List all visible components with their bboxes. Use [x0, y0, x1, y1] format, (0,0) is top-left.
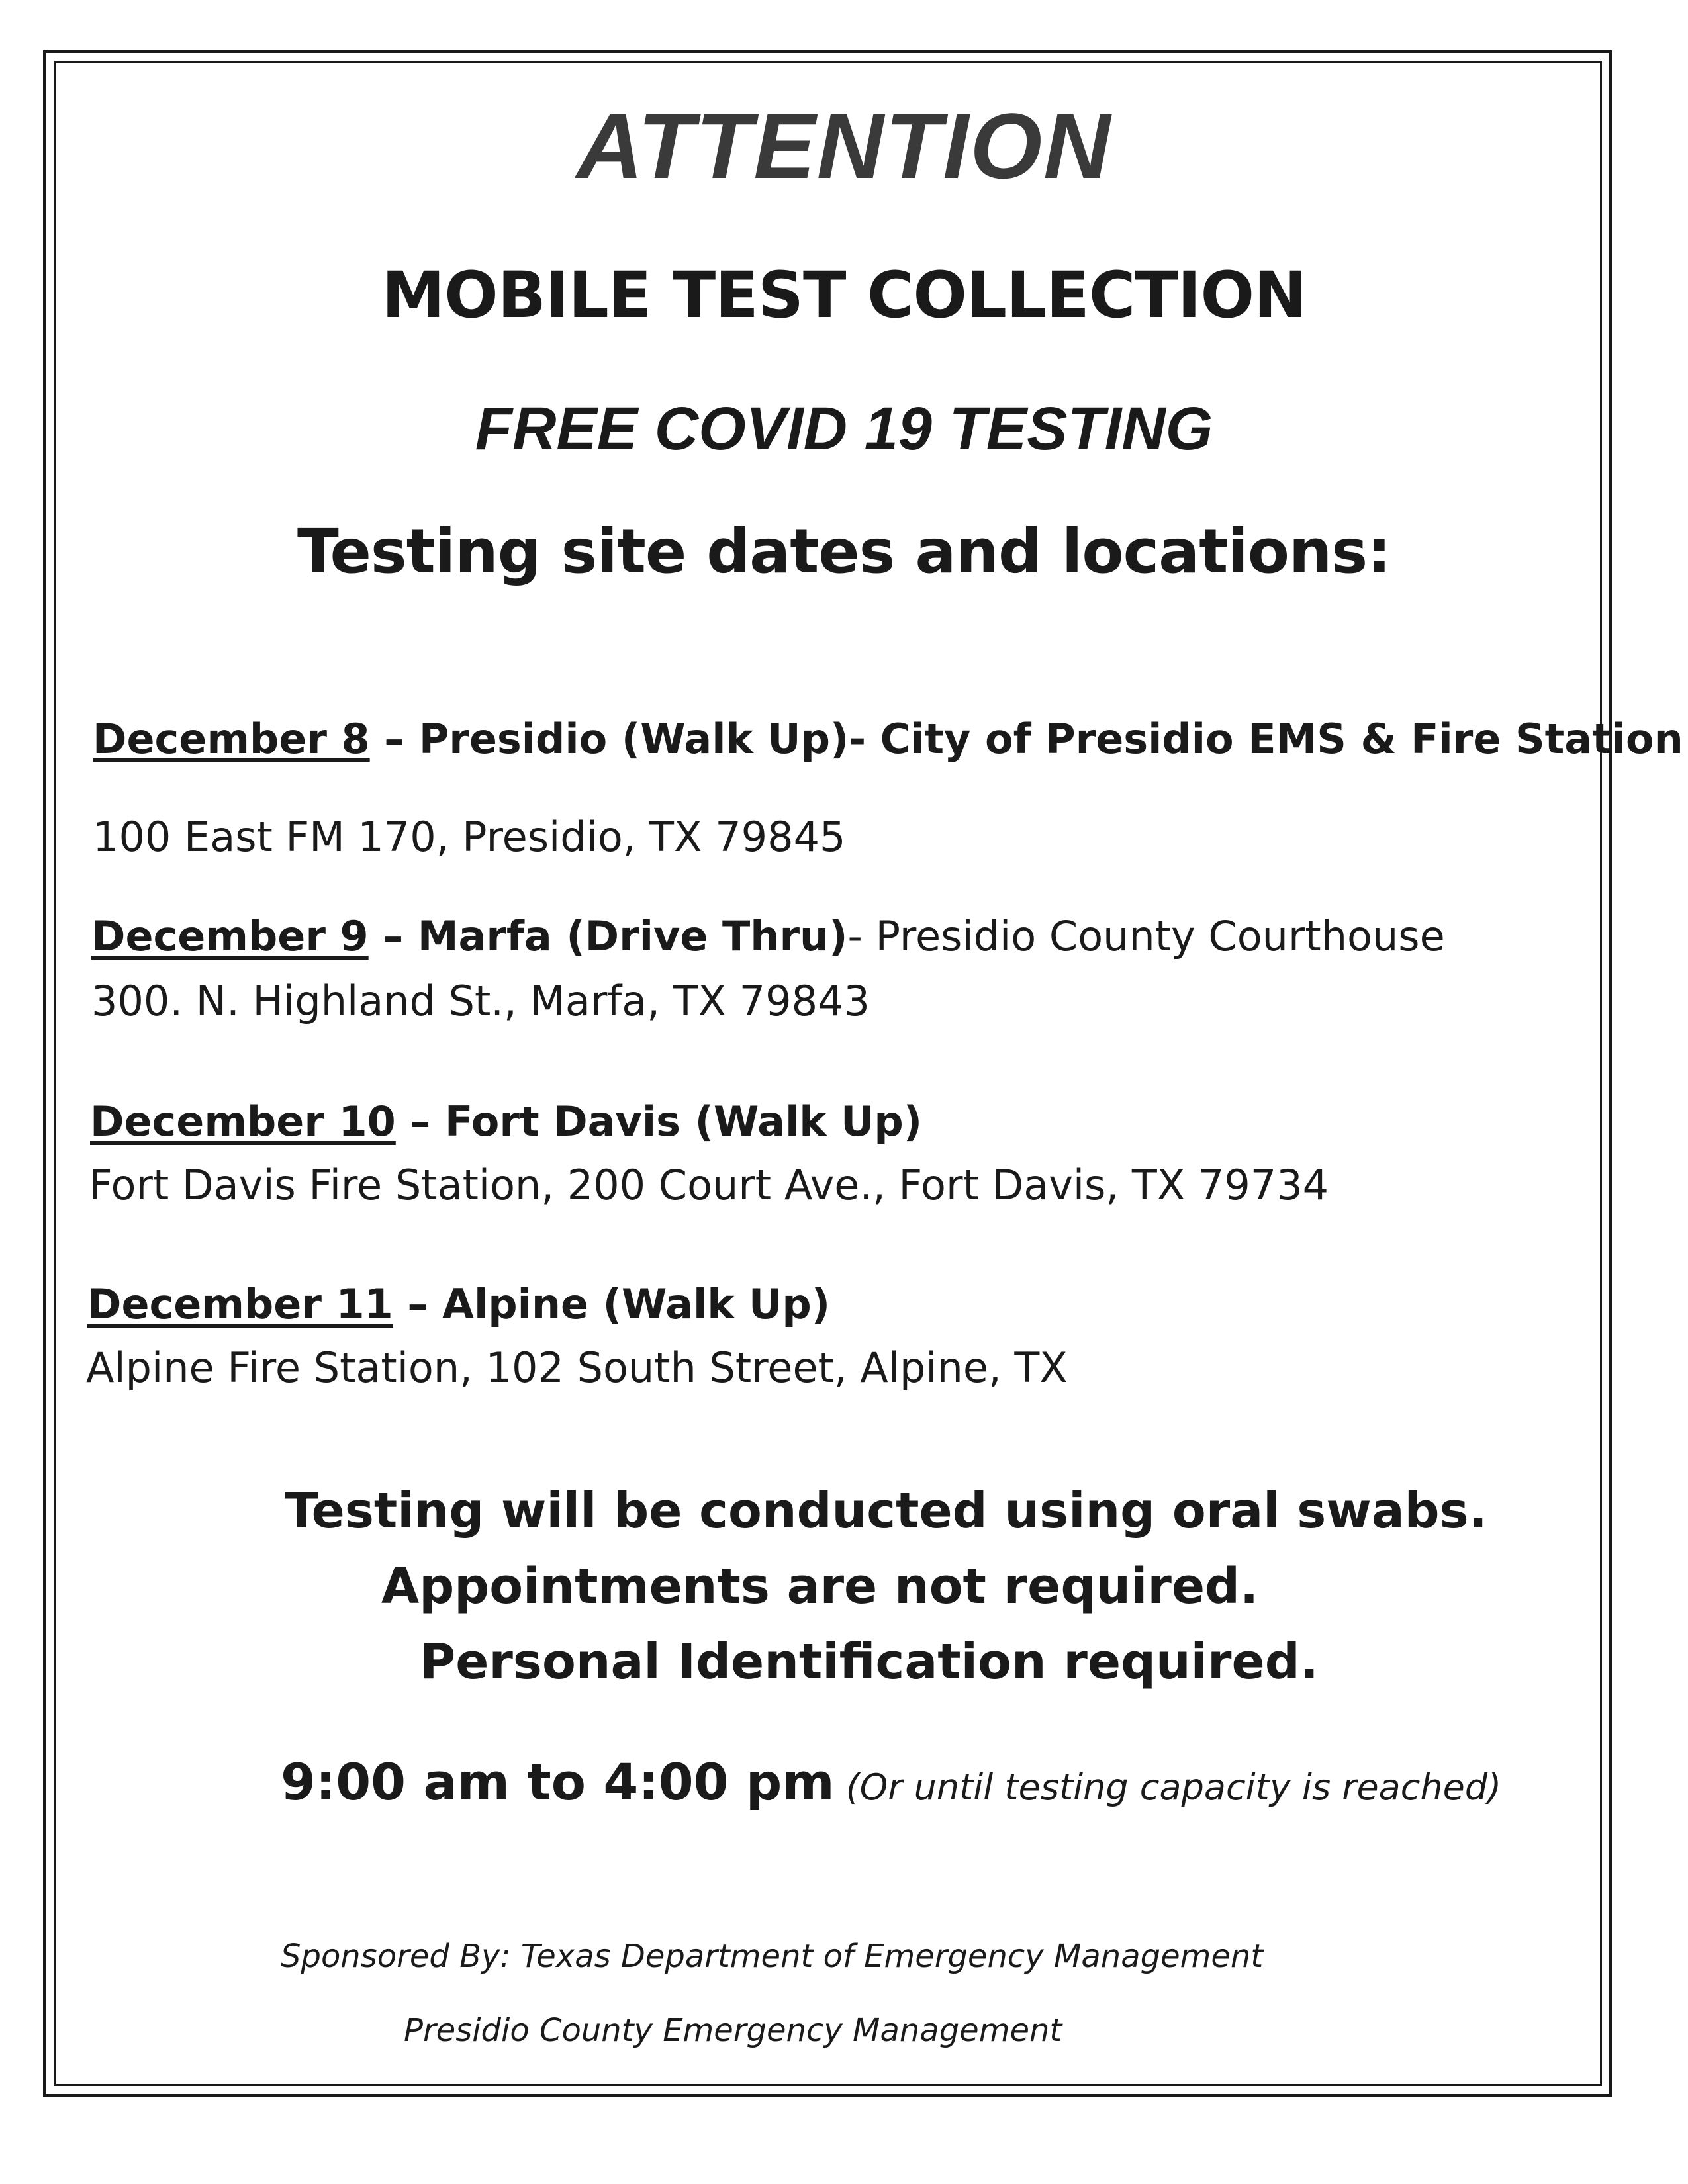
- sponsor-line-1: Sponsored By: Texas Department of Emergency Management: [281, 1938, 1264, 1975]
- location-place: – Fort Davis (Walk Up): [395, 1097, 923, 1146]
- location-place: – Marfa (Drive Thru): [368, 912, 848, 960]
- subtitle: MOBILE TEST COLLECTION: [381, 258, 1307, 332]
- location-detail: - Presidio County Courthouse: [847, 912, 1445, 960]
- location-place: – Alpine (Walk Up): [393, 1280, 831, 1328]
- location-heading-2: [91, 912, 1445, 960]
- location-date: December 10: [90, 1097, 396, 1146]
- location-address-4: Alpine Fire Station, 102 South Street, Alpine, TX: [86, 1343, 1068, 1392]
- location-place: – Presidio (Walk Up)- City of Presidio EMS & Fire Station: [369, 715, 1683, 763]
- location-date: December 9: [91, 912, 369, 960]
- testing-hours: [281, 1752, 1501, 1811]
- hours-caveat: (Or until testing capacity is reached): [834, 1766, 1502, 1808]
- note-oral-swabs: Testing will be conducted using oral swabs.: [285, 1482, 1487, 1539]
- section-heading: Testing site dates and locations:: [297, 516, 1391, 587]
- location-date: December 11: [87, 1280, 393, 1328]
- location-heading-4: [87, 1280, 830, 1328]
- headline: ATTENTION: [576, 94, 1112, 198]
- sponsor-line-2: Presidio County Emergency Management: [404, 2012, 1062, 2049]
- location-address-1: 100 East FM 170, Presidio, TX 79845: [93, 813, 846, 861]
- hours-time: 9:00 am to 4:00 pm: [281, 1752, 835, 1811]
- note-identification: Personal Identification required.: [420, 1633, 1319, 1690]
- location-heading-3: [90, 1097, 922, 1146]
- note-appointments: Appointments are not required.: [381, 1558, 1259, 1615]
- location-address-3: Fort Davis Fire Station, 200 Court Ave., Fort Davis, TX 79734: [89, 1161, 1329, 1209]
- location-date: December 8: [93, 715, 370, 763]
- location-heading-1: [93, 715, 1683, 763]
- free-testing-banner: FREE COVID 19 TESTING: [475, 395, 1213, 463]
- location-address-2: 300. N. Highland St., Marfa, TX 79843: [91, 977, 870, 1025]
